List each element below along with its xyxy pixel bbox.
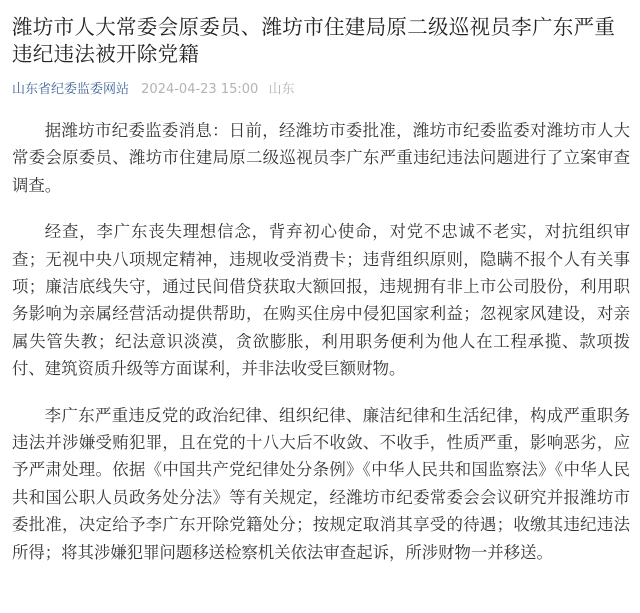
- paragraph: 据潍坊市纪委监委消息：日前，经潍坊市委批准，潍坊市纪委监委对潍坊市人大常委会原委员、潍坊市住建局原二级巡视员李广东严重违纪违法问题进行了立案审查调查。: [12, 121, 630, 195]
- publish-datetime: 2024-04-23 15:00: [141, 82, 259, 97]
- publish-location: 山东: [268, 82, 295, 97]
- source-link[interactable]: 山东省纪委监委网站: [12, 82, 130, 97]
- paragraph: 李广东严重违反党的政治纪律、组织纪律、廉洁纪律和生活纪律，构成严重职务违法并涉嫌受贿犯罪，且在党的十八大后不收敛、不收手，性质严重，影响恶劣，应予严肃处理。依据《中国共产党纪律处分条例》《中华人民共和国监察法》《中华人民共和国公职人员政务处分法》等有关规定，经潍坊市纪委常委会会议研究并报潍坊市委批准，决定给予李广东开除党籍处分；按规定取消其享受的待遇；收缴其违纪违法所得；将其涉嫌犯罪问题移送检察机关依法审查起诉，所涉财物一并移送。: [12, 405, 630, 562]
- article-title: 潍坊市人大常委会原委员、潍坊市住建局原二级巡视员李广东严重违纪违法被开除党籍: [12, 15, 616, 66]
- article-body: [12, 117, 630, 566]
- paragraph: 经查，李广东丧失理想信念，背弃初心使命，对党不忠诚不老实，对抗组织审查；无视中央八项规定精神，违规收受消费卡；违背组织原则，隐瞒不报个人有关事项；廉洁底线失守，通过民间借贷获取大额回报，违规拥有非上市公司股份，利用职务影响为亲属经营活动提供帮助，在购买住房中侵犯国家利益；忽视家风建设，对亲属失管失教；纪法意识淡漠，贪欲膨胀，利用职务便利为他人在工程承揽、款项拨付、建筑资质升级等方面谋利，并非法收受巨额财物。: [12, 222, 630, 379]
- article-meta: [12, 80, 630, 100]
